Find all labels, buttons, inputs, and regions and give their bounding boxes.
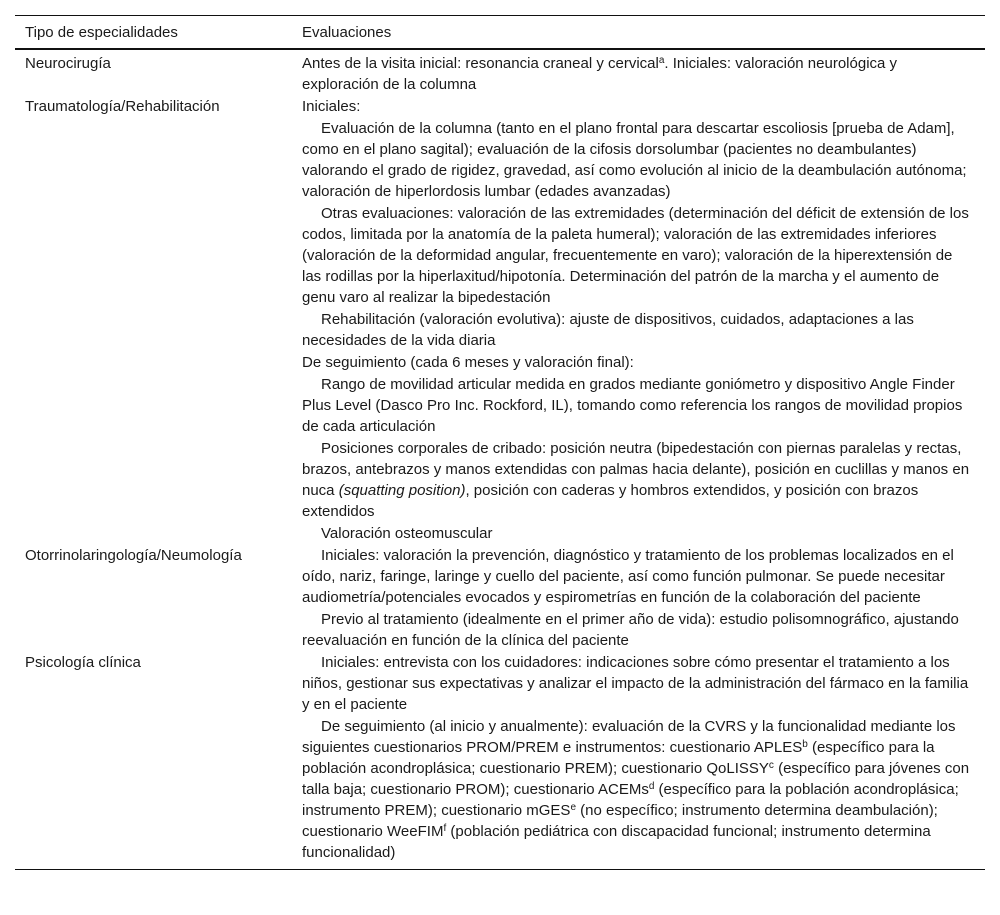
table-header (15, 16, 985, 50)
header-specialty-type: Tipo de especialidades (15, 16, 292, 50)
header-evaluations: Evaluaciones (292, 16, 985, 50)
paragraph-text: (específico para la población acondroplásica; cuestionario PREM); cuestionario QoLISSY (302, 739, 935, 777)
paragraph-text: (específico para la población acondroplásica; instrumento PREM); cuestionario mGES (302, 781, 959, 819)
paragraph-text: Rango de movilidad articular medida en grados mediante goniómetro y dispositivo Angle Finder Plus Level (Dasco Pro Inc. Rockford, IL), tomando como referencia los rangos de movilidad propios de cada articulación (302, 376, 963, 435)
paragraph-text: De seguimiento (cada 6 meses y valoración final): (302, 354, 634, 371)
paragraph-text: Evaluación de la columna (tanto en el plano frontal para descartar escoliosis [prueba de Adam], como en el plano sagital); evaluación de la cifosis dorsolumbar (pacientes no deambulantes) valorando el grado de rigidez, gravedad, así como evolución al inicio de la deambulación autónoma; valoración de hiperlordosis lumbar (edades avanzadas) (302, 120, 967, 200)
evaluations-table-container (15, 15, 985, 870)
footnote-marker: f (443, 823, 447, 834)
evaluation-paragraph (302, 374, 975, 437)
specialty-cell: Otorrinolaringología/Neumología (25, 547, 242, 564)
paragraph-text: Posiciones corporales de cribado: posición neutra (bipedestación con piernas paralelas y rectas, brazos, antebrazos y manos extendidas con palmas hacia delante), posición en cuclillas y manos en nuca (302, 440, 970, 499)
paragraph-text: Iniciales: entrevista con los cuidadores: indicaciones sobre cómo presentar el tratamiento a los niños, gestionar sus expectativas y analizar el impacto de la administración del fármaco en la familia y en el paciente (302, 654, 969, 713)
paragraph-text: Rehabilitación (valoración evolutiva): ajuste de dispositivos, cuidados, adaptaciones a las necesidades de la vida diaria (302, 311, 914, 349)
footnote-marker: d (648, 781, 655, 792)
paragraph-text: Valoración osteomuscular (321, 525, 493, 542)
paragraph-text: (no específico; instrumento determina deambulación); cuestionario WeeFIM (302, 802, 938, 840)
evaluations-table (15, 15, 985, 870)
evaluation-paragraph (302, 438, 975, 522)
footnote-marker: e (570, 802, 576, 813)
evaluation-paragraph (302, 716, 975, 863)
evaluations-cell (292, 49, 985, 95)
evaluation-paragraph (302, 118, 975, 202)
evaluations-cell (292, 95, 985, 544)
evaluation-paragraph (302, 96, 975, 117)
table-row (15, 95, 985, 544)
evaluation-paragraph (302, 203, 975, 308)
table-row (15, 49, 985, 95)
evaluation-paragraph (302, 652, 975, 715)
evaluations-cell (292, 544, 985, 651)
paragraph-text: , posición con caderas y hombros extendidos, y posición con brazos extendidos (302, 482, 919, 520)
footnote-marker: b (802, 739, 808, 750)
specialty-cell: Traumatología/Rehabilitación (25, 98, 220, 115)
specialty-cell: Neurocirugía (25, 55, 111, 72)
paragraph-text: Iniciales: valoración la prevención, diagnóstico y tratamiento de los problemas localizados en el oído, nariz, faringe, laringe y cuello del paciente, así como función pulmonar. Se puede necesitar audiometría/potenciales evocados y espirometrías en función de la colaboración del paciente (302, 547, 954, 606)
paragraph-text: Iniciales: (302, 98, 361, 115)
header-row (15, 16, 985, 50)
footnote-marker: c (768, 760, 774, 771)
paragraph-text: . Iniciales: valoración neurológica y exploración de la columna (302, 55, 898, 93)
table-body (15, 49, 985, 870)
evaluations-cell (292, 651, 985, 870)
table-row (15, 651, 985, 870)
footnote-marker: a (658, 55, 665, 66)
evaluation-paragraph (302, 309, 975, 351)
paragraph-text: (población pediátrica con discapacidad funcional; instrumento determina funcionalidad) (302, 823, 931, 861)
specialty-cell: Psicología clínica (25, 654, 141, 671)
paragraph-text: Otras evaluaciones: valoración de las extremidades (determinación del déficit de extensión de los codos, limitada por la anatomía de la paleta humeral); valoración de las extremidades inferiores (valoración de la deformidad angular, frecuentemente en varo); valoración de la hiperextensión de las rodillas por la hiperlaxitud/hipotonía. Determinación del patrón de la marcha y el aumento de genu varo al realizar la bipedestación (302, 205, 969, 306)
italic-text: (squatting position) (338, 482, 466, 499)
paragraph-text: De seguimiento (al inicio y anualmente): evaluación de la CVRS y la funcionalidad mediante los siguientes cuestionarios PROM/PREM e instrumentos: cuestionario APLES (302, 718, 956, 756)
evaluation-paragraph (302, 352, 975, 373)
evaluation-paragraph (302, 53, 975, 95)
evaluation-paragraph (302, 523, 975, 544)
paragraph-text: (específico para jóvenes con talla baja; cuestionario PROM); cuestionario ACEMs (302, 760, 970, 798)
evaluation-paragraph (302, 609, 975, 651)
paragraph-text: Previo al tratamiento (idealmente en el primer año de vida): estudio polisomnográfico, ajustando reevaluación en función de la clínica del paciente (302, 611, 959, 649)
evaluation-paragraph (302, 545, 975, 608)
paragraph-text: Antes de la visita inicial: resonancia craneal y cervical (302, 55, 659, 72)
table-row (15, 544, 985, 651)
